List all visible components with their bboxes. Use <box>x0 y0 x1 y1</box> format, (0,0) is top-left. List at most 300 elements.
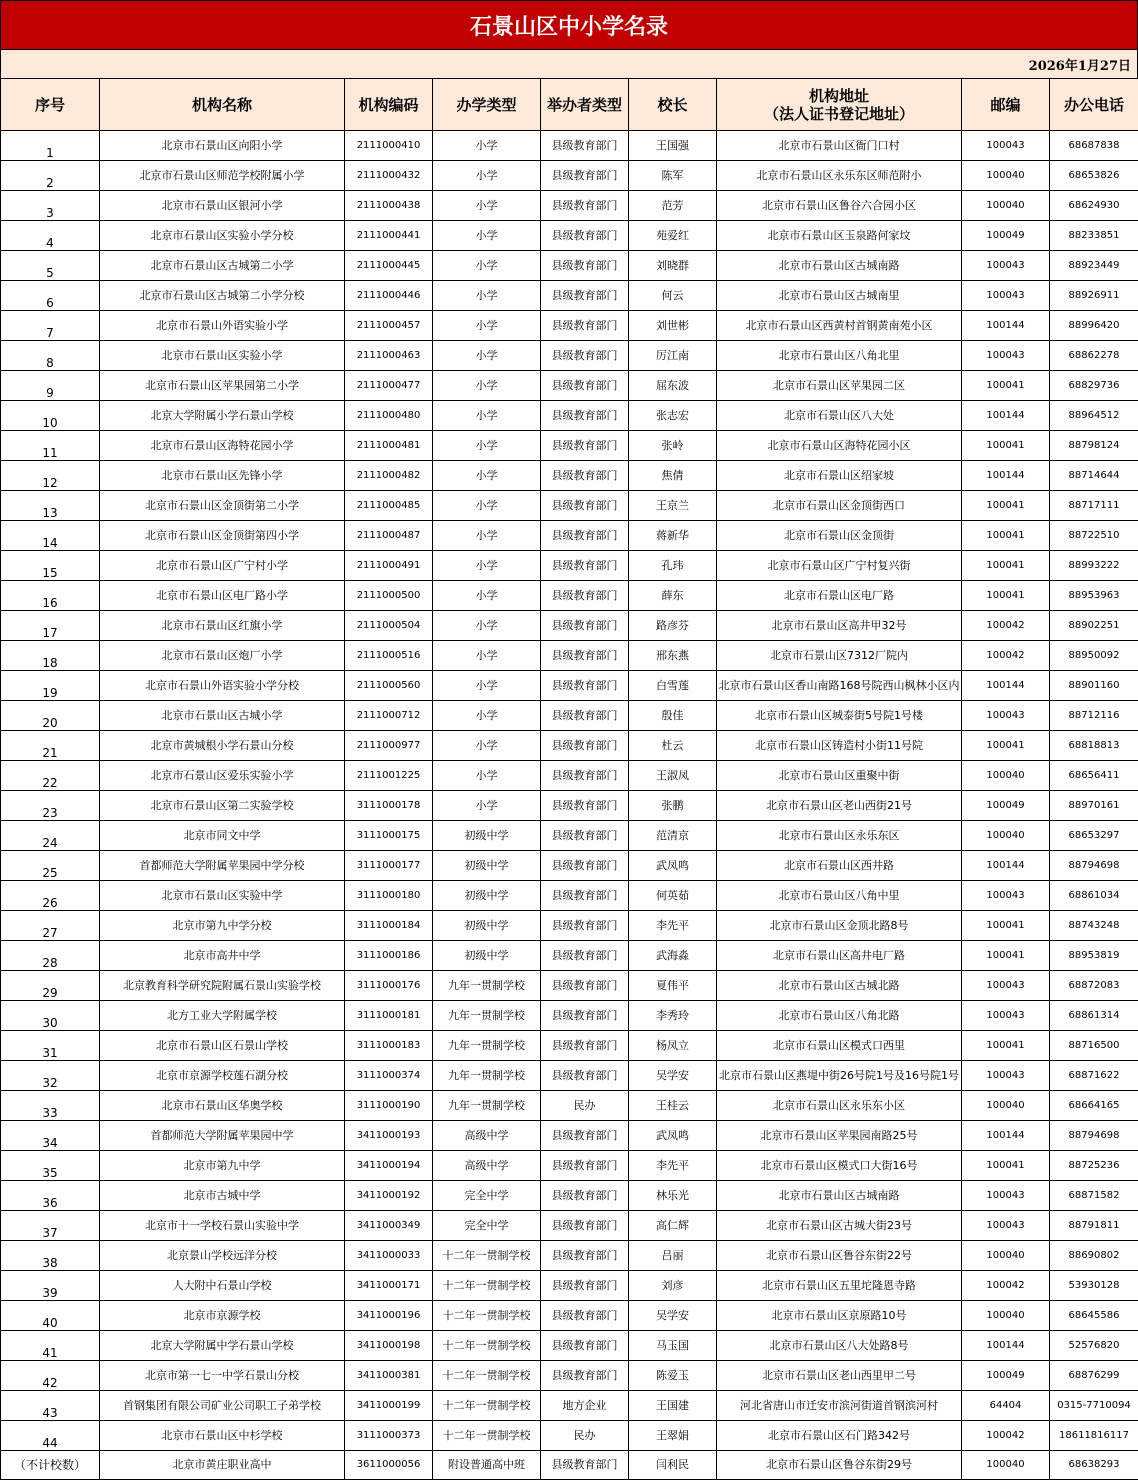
cell-principal: 刘世彬 <box>629 311 717 341</box>
cell-name: 北京市石景山区爱乐实验小学 <box>100 761 345 791</box>
cell-type: 小学 <box>433 161 541 191</box>
cell-name: 北京市石景山区向阳小学 <box>100 131 345 161</box>
cell-principal: 吕丽 <box>629 1241 717 1271</box>
cell-org: 县级教育部门 <box>541 1121 629 1151</box>
cell-org: 县级教育部门 <box>541 911 629 941</box>
cell-address: 北京市石景山区永乐东小区 <box>717 1091 962 1121</box>
cell-zip: 100144 <box>962 851 1050 881</box>
table-row <box>1 311 1138 341</box>
cell-type: 小学 <box>433 281 541 311</box>
table-row <box>1 1061 1138 1091</box>
date-stamp: 2026年1月27日 <box>0 50 1138 78</box>
cell-seq: 13 <box>1 491 100 521</box>
cell-principal: 王京兰 <box>629 491 717 521</box>
cell-phone: 0315-7710094 <box>1050 1391 1138 1421</box>
cell-code: 3411000381 <box>345 1361 433 1391</box>
cell-seq: 31 <box>1 1031 100 1061</box>
cell-phone: 88233851 <box>1050 221 1138 251</box>
cell-address: 北京市石景山区电厂路 <box>717 581 962 611</box>
cell-seq: 25 <box>1 851 100 881</box>
cell-phone: 88953963 <box>1050 581 1138 611</box>
cell-zip: 100041 <box>962 911 1050 941</box>
cell-name: 北京市石景山区先锋小学 <box>100 461 345 491</box>
cell-type: 初级中学 <box>433 851 541 881</box>
cell-phone: 88996420 <box>1050 311 1138 341</box>
cell-code: 3411000193 <box>345 1121 433 1151</box>
cell-code: 2111000432 <box>345 161 433 191</box>
cell-org: 县级教育部门 <box>541 1061 629 1091</box>
cell-phone: 68653297 <box>1050 821 1138 851</box>
cell-principal: 厉江南 <box>629 341 717 371</box>
cell-type: 九年一贯制学校 <box>433 971 541 1001</box>
cell-name: 北京市同文中学 <box>100 821 345 851</box>
cell-address: 北京市石景山区玉泉路何家坟 <box>717 221 962 251</box>
cell-zip: 100043 <box>962 131 1050 161</box>
cell-seq: 10 <box>1 401 100 431</box>
cell-org: 县级教育部门 <box>541 341 629 371</box>
cell-name: 北京市石景山区银河小学 <box>100 191 345 221</box>
cell-address: 北京市石景山区八角中里 <box>717 881 962 911</box>
cell-principal: 张岭 <box>629 431 717 461</box>
table-row <box>1 1451 1138 1480</box>
cell-address: 北京市石景山区古城南路 <box>717 251 962 281</box>
cell-type: 小学 <box>433 731 541 761</box>
table-row <box>1 851 1138 881</box>
header-zip: 邮编 <box>962 79 1050 131</box>
cell-address: 北京市石景山区模式口西里 <box>717 1031 962 1061</box>
cell-address: 北京市石景山区永乐东区 <box>717 821 962 851</box>
cell-code: 2111000712 <box>345 701 433 731</box>
cell-name: 北京市第九中学分校 <box>100 911 345 941</box>
cell-address: 北京市石景山区鲁谷东街22号 <box>717 1241 962 1271</box>
cell-address: 北京市石景山区苹果园南路25号 <box>717 1121 962 1151</box>
cell-org: 县级教育部门 <box>541 1211 629 1241</box>
cell-zip: 100040 <box>962 191 1050 221</box>
cell-zip: 100043 <box>962 1211 1050 1241</box>
cell-type: 小学 <box>433 341 541 371</box>
cell-address: 北京市石景山区鲁谷东街29号 <box>717 1451 962 1480</box>
cell-address: 北京市石景山区重聚中街 <box>717 761 962 791</box>
cell-zip: 100043 <box>962 281 1050 311</box>
cell-phone: 68624930 <box>1050 191 1138 221</box>
cell-code: 2111001225 <box>345 761 433 791</box>
cell-address: 北京市石景山区金顶街 <box>717 521 962 551</box>
cell-code: 3111000183 <box>345 1031 433 1061</box>
cell-phone: 68876299 <box>1050 1361 1138 1391</box>
table-row <box>1 701 1138 731</box>
cell-name: 北京市石景山区华奥学校 <box>100 1091 345 1121</box>
cell-code: 3111000176 <box>345 971 433 1001</box>
cell-zip: 100043 <box>962 701 1050 731</box>
cell-address: 北京市石景山区老山西里甲二号 <box>717 1361 962 1391</box>
cell-type: 完全中学 <box>433 1181 541 1211</box>
cell-name: 北京市石景山区广宁村小学 <box>100 551 345 581</box>
cell-principal: 范芳 <box>629 191 717 221</box>
cell-type: 附设普通高中班 <box>433 1451 541 1480</box>
cell-name: 北京市石景山区师范学校附属小学 <box>100 161 345 191</box>
cell-code: 2111000516 <box>345 641 433 671</box>
cell-seq: 43 <box>1 1391 100 1421</box>
cell-name: 北京市十一学校石景山实验中学 <box>100 1211 345 1241</box>
cell-phone: 68645586 <box>1050 1301 1138 1331</box>
cell-type: 小学 <box>433 581 541 611</box>
header-name: 机构名称 <box>100 79 345 131</box>
header-principal: 校长 <box>629 79 717 131</box>
cell-code: 2111000480 <box>345 401 433 431</box>
table-row <box>1 641 1138 671</box>
table-row <box>1 401 1138 431</box>
cell-code: 2111000977 <box>345 731 433 761</box>
table-row <box>1 491 1138 521</box>
cell-zip: 100041 <box>962 521 1050 551</box>
cell-principal: 张鹏 <box>629 791 717 821</box>
table-row <box>1 1121 1138 1151</box>
cell-name: 北京市第一七一中学石景山分校 <box>100 1361 345 1391</box>
cell-principal: 李先平 <box>629 1151 717 1181</box>
table-row <box>1 581 1138 611</box>
cell-seq: 18 <box>1 641 100 671</box>
cell-org: 县级教育部门 <box>541 941 629 971</box>
cell-address: 北京市石景山区高井电厂路 <box>717 941 962 971</box>
cell-name: 北京市石景山外语实验小学分校 <box>100 671 345 701</box>
cell-org: 县级教育部门 <box>541 251 629 281</box>
cell-zip: 64404 <box>962 1391 1050 1421</box>
cell-seq: 23 <box>1 791 100 821</box>
cell-zip: 100041 <box>962 431 1050 461</box>
cell-phone: 68871582 <box>1050 1181 1138 1211</box>
cell-code: 2111000457 <box>345 311 433 341</box>
cell-name: 北京市石景山区炮厂小学 <box>100 641 345 671</box>
cell-code: 3411000196 <box>345 1301 433 1331</box>
cell-zip: 100049 <box>962 1361 1050 1391</box>
cell-org: 县级教育部门 <box>541 1031 629 1061</box>
table-row <box>1 671 1138 701</box>
cell-seq: 1 <box>1 131 100 161</box>
cell-seq: 16 <box>1 581 100 611</box>
table-row <box>1 431 1138 461</box>
cell-phone: 88690802 <box>1050 1241 1138 1271</box>
cell-address: 北京市石景山区高井甲32号 <box>717 611 962 641</box>
table-row <box>1 881 1138 911</box>
table-row <box>1 941 1138 971</box>
cell-org: 县级教育部门 <box>541 371 629 401</box>
table-row <box>1 221 1138 251</box>
cell-org: 民办 <box>541 1421 629 1451</box>
cell-zip: 100040 <box>962 1451 1050 1480</box>
table-row <box>1 791 1138 821</box>
cell-code: 2111000560 <box>345 671 433 701</box>
cell-phone: 18611816117 <box>1050 1421 1138 1451</box>
cell-name: 北京市石景山区古城小学 <box>100 701 345 731</box>
cell-org: 民办 <box>541 1091 629 1121</box>
cell-zip: 100042 <box>962 641 1050 671</box>
cell-name: 北京市石景山区实验小学 <box>100 341 345 371</box>
cell-type: 十二年一贯制学校 <box>433 1271 541 1301</box>
cell-address: 北京市石景山区古城南路 <box>717 1181 962 1211</box>
cell-phone: 88953819 <box>1050 941 1138 971</box>
cell-principal: 杨凤立 <box>629 1031 717 1061</box>
cell-address: 北京市石景山区金顶街西口 <box>717 491 962 521</box>
cell-type: 小学 <box>433 311 541 341</box>
cell-org: 县级教育部门 <box>541 491 629 521</box>
cell-seq: 29 <box>1 971 100 1001</box>
cell-phone: 88970161 <box>1050 791 1138 821</box>
cell-code: 2111000491 <box>345 551 433 581</box>
cell-phone: 52576820 <box>1050 1331 1138 1361</box>
cell-org: 县级教育部门 <box>541 761 629 791</box>
cell-name: 北京市黄庄职业高中 <box>100 1451 345 1480</box>
cell-phone: 88950092 <box>1050 641 1138 671</box>
cell-code: 3611000056 <box>345 1451 433 1480</box>
cell-principal: 陈爱玉 <box>629 1361 717 1391</box>
cell-org: 县级教育部门 <box>541 281 629 311</box>
cell-zip: 100049 <box>962 791 1050 821</box>
cell-org: 县级教育部门 <box>541 671 629 701</box>
table-row <box>1 731 1138 761</box>
cell-zip: 100041 <box>962 551 1050 581</box>
table-row <box>1 1271 1138 1301</box>
table-row <box>1 131 1138 161</box>
cell-seq: 41 <box>1 1331 100 1361</box>
cell-name: 北京市石景山区第二实验学校 <box>100 791 345 821</box>
cell-type: 十二年一贯制学校 <box>433 1361 541 1391</box>
cell-zip: 100041 <box>962 731 1050 761</box>
cell-code: 2111000485 <box>345 491 433 521</box>
cell-zip: 100144 <box>962 401 1050 431</box>
cell-address: 北京市石景山区石门路342号 <box>717 1421 962 1451</box>
cell-type: 十二年一贯制学校 <box>433 1421 541 1451</box>
cell-org: 县级教育部门 <box>541 191 629 221</box>
cell-name: 首都师范大学附属苹果园中学分校 <box>100 851 345 881</box>
cell-code: 3111000186 <box>345 941 433 971</box>
cell-type: 小学 <box>433 611 541 641</box>
cell-org: 县级教育部门 <box>541 641 629 671</box>
cell-zip: 100040 <box>962 1091 1050 1121</box>
cell-principal: 何英茹 <box>629 881 717 911</box>
cell-seq: 3 <box>1 191 100 221</box>
cell-zip: 100042 <box>962 1271 1050 1301</box>
cell-phone: 88964512 <box>1050 401 1138 431</box>
cell-org: 县级教育部门 <box>541 1451 629 1480</box>
header-code: 机构编码 <box>345 79 433 131</box>
cell-name: 北京市石景山区实验中学 <box>100 881 345 911</box>
cell-org: 县级教育部门 <box>541 401 629 431</box>
table-row <box>1 161 1138 191</box>
cell-zip: 100144 <box>962 1121 1050 1151</box>
cell-type: 小学 <box>433 671 541 701</box>
cell-name: 北京市石景山区古城第二小学分校 <box>100 281 345 311</box>
cell-org: 县级教育部门 <box>541 551 629 581</box>
cell-name: 北京市石景山区电厂路小学 <box>100 581 345 611</box>
cell-code: 2111000504 <box>345 611 433 641</box>
cell-seq: 15 <box>1 551 100 581</box>
cell-code: 2111000477 <box>345 371 433 401</box>
cell-principal: 刘彦 <box>629 1271 717 1301</box>
cell-phone: 53930128 <box>1050 1271 1138 1301</box>
cell-principal: 范清京 <box>629 821 717 851</box>
cell-seq: 6 <box>1 281 100 311</box>
table-row <box>1 1361 1138 1391</box>
cell-org: 县级教育部门 <box>541 881 629 911</box>
cell-principal: 闫利民 <box>629 1451 717 1480</box>
cell-type: 九年一贯制学校 <box>433 1091 541 1121</box>
page-title: 石景山区中小学名录 <box>0 0 1138 50</box>
cell-code: 2111000487 <box>345 521 433 551</box>
cell-name: 北京市黄城根小学石景山分校 <box>100 731 345 761</box>
table-row <box>1 281 1138 311</box>
cell-address: 北京市石景山区西井路 <box>717 851 962 881</box>
table-row <box>1 1331 1138 1361</box>
table-row <box>1 1151 1138 1181</box>
cell-address: 北京市石景山区香山南路168号院西山枫林小区内 <box>717 671 962 701</box>
cell-seq: 4 <box>1 221 100 251</box>
cell-name: 北京大学附属中学石景山学校 <box>100 1331 345 1361</box>
cell-address: 北京市石景山区八大处路8号 <box>717 1331 962 1361</box>
cell-code: 3111000177 <box>345 851 433 881</box>
cell-seq: 42 <box>1 1361 100 1391</box>
cell-seq: 7 <box>1 311 100 341</box>
cell-phone: 68687838 <box>1050 131 1138 161</box>
cell-org: 县级教育部门 <box>541 1361 629 1391</box>
cell-org: 县级教育部门 <box>541 1331 629 1361</box>
cell-address: 北京市石景山区古城大街23号 <box>717 1211 962 1241</box>
cell-name: 北京市第九中学 <box>100 1151 345 1181</box>
table-row <box>1 1001 1138 1031</box>
cell-name: 人大附中石景山学校 <box>100 1271 345 1301</box>
cell-principal: 林乐光 <box>629 1181 717 1211</box>
table-row <box>1 341 1138 371</box>
table-row <box>1 191 1138 221</box>
cell-org: 县级教育部门 <box>541 851 629 881</box>
cell-phone: 88794698 <box>1050 1121 1138 1151</box>
cell-type: 十二年一贯制学校 <box>433 1241 541 1271</box>
cell-zip: 100043 <box>962 341 1050 371</box>
table-row <box>1 1211 1138 1241</box>
cell-type: 小学 <box>433 401 541 431</box>
cell-principal: 王桂云 <box>629 1091 717 1121</box>
cell-code: 3111000373 <box>345 1421 433 1451</box>
cell-principal: 王国建 <box>629 1391 717 1421</box>
cell-principal: 焦倩 <box>629 461 717 491</box>
cell-address: 北京市石景山区鲁谷六合园小区 <box>717 191 962 221</box>
cell-principal: 武海淼 <box>629 941 717 971</box>
cell-code: 2111000445 <box>345 251 433 281</box>
cell-principal: 路彦芬 <box>629 611 717 641</box>
table-row <box>1 1091 1138 1121</box>
table-row <box>1 911 1138 941</box>
cell-type: 小学 <box>433 701 541 731</box>
cell-type: 初级中学 <box>433 881 541 911</box>
cell-seq: 35 <box>1 1151 100 1181</box>
cell-name: 北京市石景山区苹果园第二小学 <box>100 371 345 401</box>
cell-type: 小学 <box>433 551 541 581</box>
cell-seq: 20 <box>1 701 100 731</box>
table-row <box>1 761 1138 791</box>
cell-phone: 68664165 <box>1050 1091 1138 1121</box>
cell-zip: 100041 <box>962 1151 1050 1181</box>
cell-address: 北京市石景山区衙门口村 <box>717 131 962 161</box>
cell-seq: 33 <box>1 1091 100 1121</box>
cell-principal: 蒋新华 <box>629 521 717 551</box>
cell-zip: 100040 <box>962 1241 1050 1271</box>
cell-code: 3411000199 <box>345 1391 433 1421</box>
cell-phone: 88725236 <box>1050 1151 1138 1181</box>
cell-code: 3111000180 <box>345 881 433 911</box>
cell-principal: 殷佳 <box>629 701 717 731</box>
cell-zip: 100042 <box>962 1421 1050 1451</box>
cell-type: 十二年一贯制学校 <box>433 1331 541 1361</box>
cell-phone: 88714644 <box>1050 461 1138 491</box>
cell-type: 十二年一贯制学校 <box>433 1301 541 1331</box>
cell-zip: 100041 <box>962 581 1050 611</box>
cell-seq: 37 <box>1 1211 100 1241</box>
cell-type: 小学 <box>433 761 541 791</box>
cell-phone: 88722510 <box>1050 521 1138 551</box>
table-row <box>1 1031 1138 1061</box>
cell-phone: 88794698 <box>1050 851 1138 881</box>
cell-seq: 38 <box>1 1241 100 1271</box>
cell-org: 县级教育部门 <box>541 821 629 851</box>
cell-name: 北京景山学校远洋分校 <box>100 1241 345 1271</box>
cell-name: 北京市石景山区石景山学校 <box>100 1031 345 1061</box>
cell-phone: 68653826 <box>1050 161 1138 191</box>
cell-zip: 100041 <box>962 491 1050 521</box>
header-phone: 办公电话 <box>1050 79 1138 131</box>
cell-org: 县级教育部门 <box>541 431 629 461</box>
cell-name: 北京市古城中学 <box>100 1181 345 1211</box>
cell-name: 北京市石景山区金顶街第四小学 <box>100 521 345 551</box>
cell-code: 2111000463 <box>345 341 433 371</box>
table-row <box>1 1181 1138 1211</box>
cell-principal: 白雪莲 <box>629 671 717 701</box>
cell-name: 北京大学附属小学石景山学校 <box>100 401 345 431</box>
cell-zip: 100040 <box>962 761 1050 791</box>
cell-zip: 100043 <box>962 1061 1050 1091</box>
cell-seq: 5 <box>1 251 100 281</box>
cell-address: 北京市石景山区7312厂院内 <box>717 641 962 671</box>
cell-phone: 88993222 <box>1050 551 1138 581</box>
cell-phone: 88798124 <box>1050 431 1138 461</box>
cell-address: 北京市石景山区八角北里 <box>717 341 962 371</box>
cell-org: 地方企业 <box>541 1391 629 1421</box>
cell-seq: 14 <box>1 521 100 551</box>
cell-code: 2111000482 <box>345 461 433 491</box>
header-seq: 序号 <box>1 79 100 131</box>
cell-phone: 88926911 <box>1050 281 1138 311</box>
cell-principal: 吴学安 <box>629 1061 717 1091</box>
cell-zip: 100043 <box>962 1001 1050 1031</box>
cell-org: 县级教育部门 <box>541 971 629 1001</box>
cell-phone: 68861314 <box>1050 1001 1138 1031</box>
cell-zip: 100144 <box>962 671 1050 701</box>
cell-type: 小学 <box>433 521 541 551</box>
cell-zip: 100043 <box>962 971 1050 1001</box>
cell-zip: 100041 <box>962 941 1050 971</box>
cell-seq: 39 <box>1 1271 100 1301</box>
cell-code: 3111000374 <box>345 1061 433 1091</box>
cell-code: 2111000500 <box>345 581 433 611</box>
cell-principal: 苑爱红 <box>629 221 717 251</box>
header-org: 举办者类型 <box>541 79 629 131</box>
cell-org: 县级教育部门 <box>541 1301 629 1331</box>
cell-phone: 88923449 <box>1050 251 1138 281</box>
cell-seq: 40 <box>1 1301 100 1331</box>
table-row <box>1 1301 1138 1331</box>
cell-zip: 100043 <box>962 1181 1050 1211</box>
cell-type: 初级中学 <box>433 941 541 971</box>
cell-phone: 88712116 <box>1050 701 1138 731</box>
cell-seq: 11 <box>1 431 100 461</box>
